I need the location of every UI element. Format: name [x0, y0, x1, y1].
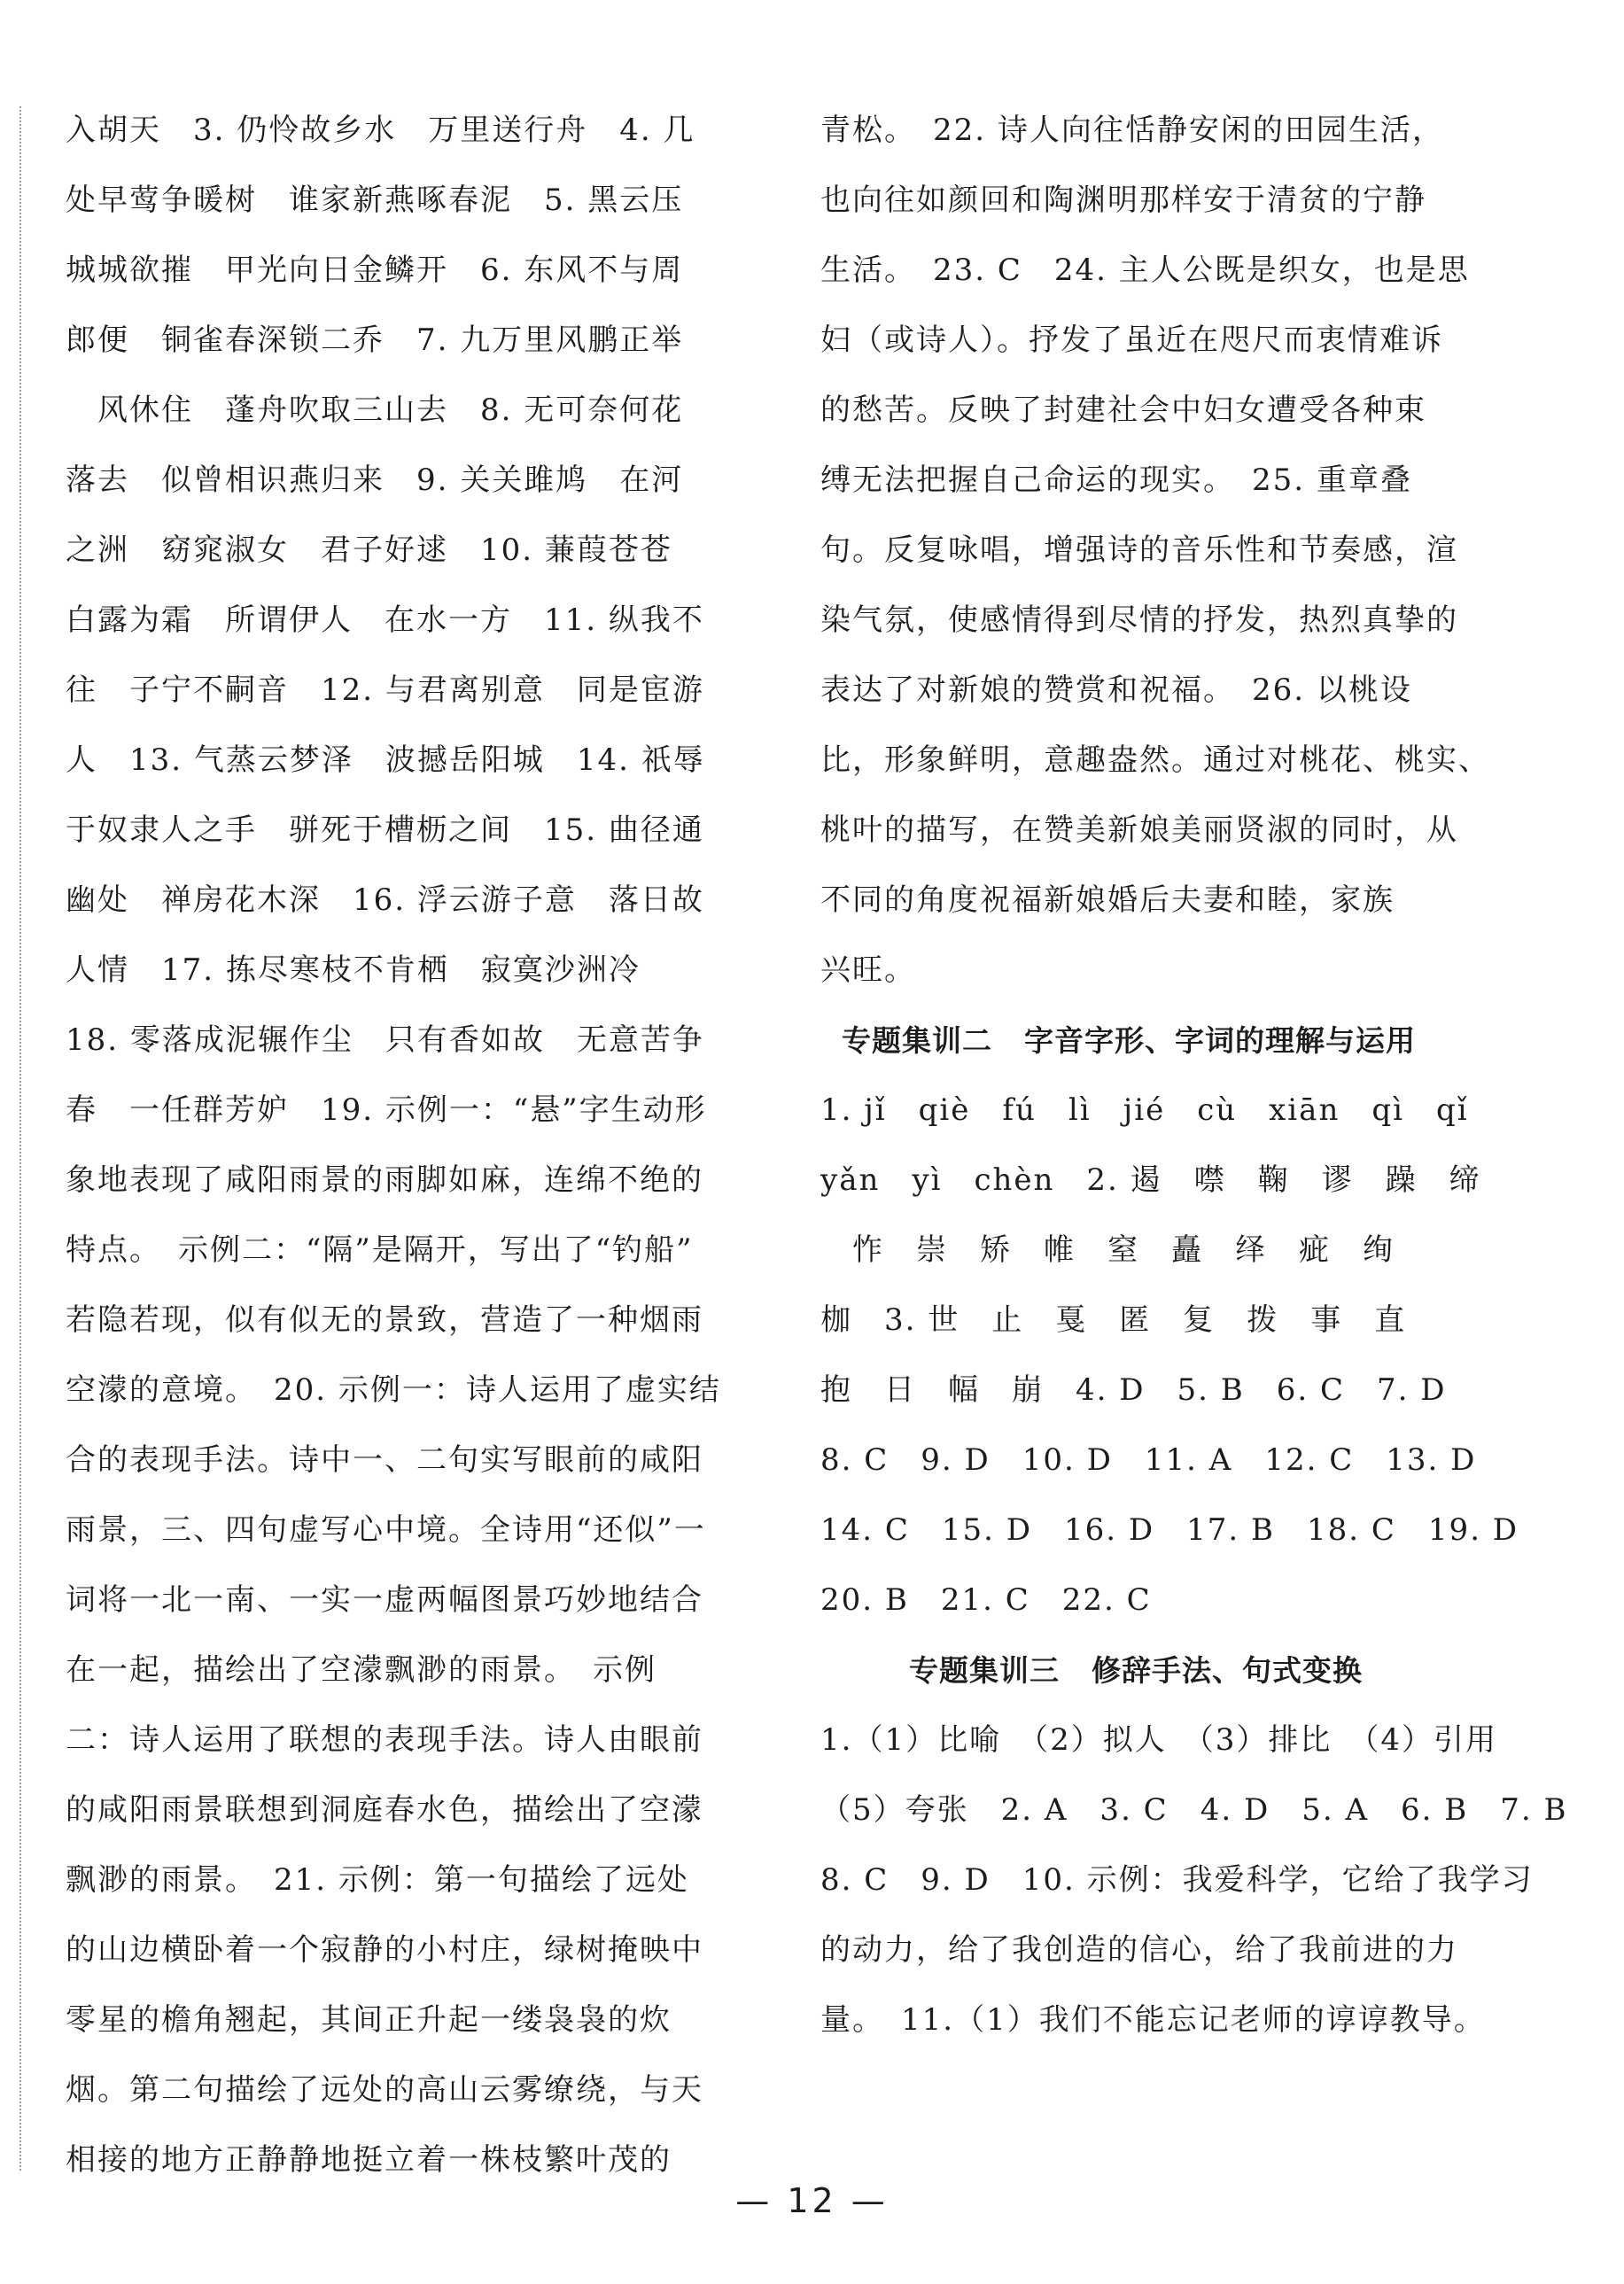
left-margin-rule	[19, 106, 21, 2171]
text-line: 落去 似曾相识燕归来 9. 关关雎鸠 在河	[66, 462, 684, 498]
text-line: 桃叶的描写，在赞美新娘美丽贤淑的同时，从	[820, 812, 1458, 848]
text-line: 染气氛，使感情得到尽情的抒发，热烈真挚的	[820, 602, 1458, 638]
text-line: 也向往如颜回和陶渊明那样安于清贫的宁静	[820, 183, 1426, 218]
section-heading-2	[820, 1006, 1503, 1076]
text-line: 不同的角度祝福新娘婚后夫妻和睦，家族	[820, 882, 1395, 918]
left-column	[66, 96, 744, 2195]
text-line: 的动力，给了我创造的信心，给了我前进的力	[820, 1932, 1458, 1968]
text-line: 兴旺。	[820, 952, 916, 988]
text-line: 抱 日 幅 崩 4. D 5. B 6. C 7. D	[820, 1372, 1447, 1408]
text-line: 8. C 9. D 10. D 11. A 12. C 13. D	[820, 1442, 1477, 1478]
text-line: 城城欲摧 甲光向日金鳞开 6. 东风不与周	[66, 252, 684, 288]
text-line: 表达了对新娘的赞赏和祝福。 26. 以桃设	[820, 672, 1412, 708]
text-line: 空濛的意境。 20. 示例一：诗人运用了虚实结	[66, 1372, 721, 1408]
section-heading-2-subtitle: 字音字形、字词的理解与运用	[1024, 1023, 1416, 1058]
text-line: 1.（1）比喻 （2）拟人 （3）排比 （4）引用	[820, 1722, 1497, 1758]
text-line: 的愁苦。反映了封建社会中妇女遭受各种束	[820, 392, 1426, 428]
text-line: 在一起，描绘出了空濛飘渺的雨景。 示例	[66, 1652, 657, 1688]
text-line: 缚无法把握自己命运的现实。 25. 重章叠	[820, 462, 1412, 498]
text-line: 幽处 禅房花木深 16. 浮云游子意 落日故	[66, 882, 704, 918]
text-line: 之洲 窈窕淑女 君子好逑 10. 蒹葭苍苍	[66, 532, 672, 568]
text-line: 烟。第二句描绘了远处的高山云雾缭绕，与天	[66, 2072, 703, 2108]
text-line: 妇（或诗人）。抒发了虽近在咫尺而衷情难诉	[820, 322, 1443, 358]
right-column	[820, 96, 1568, 2055]
text-line: 量。 11.（1）我们不能忘记老师的谆谆教导。	[820, 2002, 1486, 2038]
text-line: 相接的地方正静静地挺立着一株枝繁叶茂的	[66, 2142, 672, 2178]
text-line: yǎn yì chèn 2. 遏 噤 鞠 谬 躁 缔	[820, 1162, 1481, 1198]
text-line: 春 一任群芳妒 19. 示例一：“悬”字生动形	[66, 1092, 707, 1128]
text-line: 飘渺的雨景。 21. 示例：第一句描绘了远处	[66, 1862, 689, 1898]
text-line: 入胡天 3. 仍怜故乡水 万里送行舟 4. 几	[66, 113, 695, 148]
section-heading-3	[820, 1635, 1503, 1705]
text-line: 风休住 蓬舟吹取三山去 8. 无可奈何花	[66, 392, 684, 428]
text-line: 枷 3. 世 止 戛 匿 复 拨 事 直	[820, 1302, 1407, 1338]
text-line: 于奴隶人之手 骈死于槽枥之间 15. 曲径通	[66, 812, 704, 848]
text-line: 往 子宁不嗣音 12. 与君离别意 同是宦游	[66, 672, 704, 708]
section-heading-3-subtitle: 修辞手法、句式变换	[1092, 1653, 1363, 1688]
text-line: 青松。 22. 诗人向往恬静安闲的田园生活，	[820, 113, 1444, 148]
text-line: 18. 零落成泥辗作尘 只有香如故 无意苦争	[66, 1022, 704, 1058]
text-line: 零星的檐角翘起，其间正升起一缕袅袅的炊	[66, 2002, 672, 2038]
text-line: 人情 17. 拣尽寒枝不肯栖 寂寞沙洲冷	[66, 952, 641, 988]
text-line: 二：诗人运用了联想的表现手法。诗人由眼前	[66, 1722, 703, 1758]
text-line: 怍 崇 矫 帷 窒 矗 绎 疵 绚	[820, 1232, 1395, 1268]
text-line: 生活。 23. C 24. 主人公既是织女，也是思	[820, 252, 1470, 288]
text-line: 合的表现手法。诗中一、二句实写眼前的咸阳	[66, 1442, 703, 1478]
text-line: 的山边横卧着一个寂静的小村庄，绿树掩映中	[66, 1932, 703, 1968]
text-line: 特点。 示例二：“隔”是隔开，写出了“钓船”	[66, 1232, 694, 1268]
text-line: 白露为霜 所谓伊人 在水一方 11. 纵我不	[66, 602, 704, 638]
text-line: 句。反复咏唱，增强诗的音乐性和节奏感，渲	[820, 532, 1458, 568]
text-line: 比，形象鲜明，意趣盎然。通过对桃花、桃实、	[820, 742, 1490, 778]
text-line: 若隐若现，似有似无的景致，营造了一种烟雨	[66, 1302, 703, 1338]
page-number: — 12 —	[735, 2181, 889, 2220]
text-line: 人 13. 气蒸云梦泽 波撼岳阳城 14. 祇辱	[66, 742, 705, 778]
text-line: 8. C 9. D 10. 示例：我爱科学，它给了我学习	[820, 1862, 1534, 1898]
text-line: 1. jǐ qiè fú lì jié cù xiān qì qǐ	[820, 1092, 1469, 1128]
text-line: 雨景，三、四句虚写心中境。全诗用“还似”一	[66, 1512, 706, 1548]
text-line: （5）夸张 2. A 3. C 4. D 5. A 6. B 7. B	[820, 1792, 1568, 1828]
text-line: 象地表现了咸阳雨景的雨脚如麻，连绵不绝的	[66, 1162, 703, 1198]
text-line: 20. B 21. C 22. C	[820, 1582, 1152, 1618]
text-line: 14. C 15. D 16. D 17. B 18. C 19. D	[820, 1512, 1519, 1548]
section-heading-2-title: 专题集训二	[842, 1023, 992, 1058]
text-line: 处早莺争暖树 谁家新燕啄春泥 5. 黑云压	[66, 183, 684, 218]
text-line: 的咸阳雨景联想到洞庭春水色，描绘出了空濛	[66, 1792, 703, 1828]
text-line: 词将一北一南、一实一虚两幅图景巧妙地结合	[66, 1582, 703, 1618]
text-line: 郎便 铜雀春深锁二乔 7. 九万里风鹏正举	[66, 322, 684, 358]
section-heading-3-title: 专题集训三	[909, 1653, 1060, 1688]
